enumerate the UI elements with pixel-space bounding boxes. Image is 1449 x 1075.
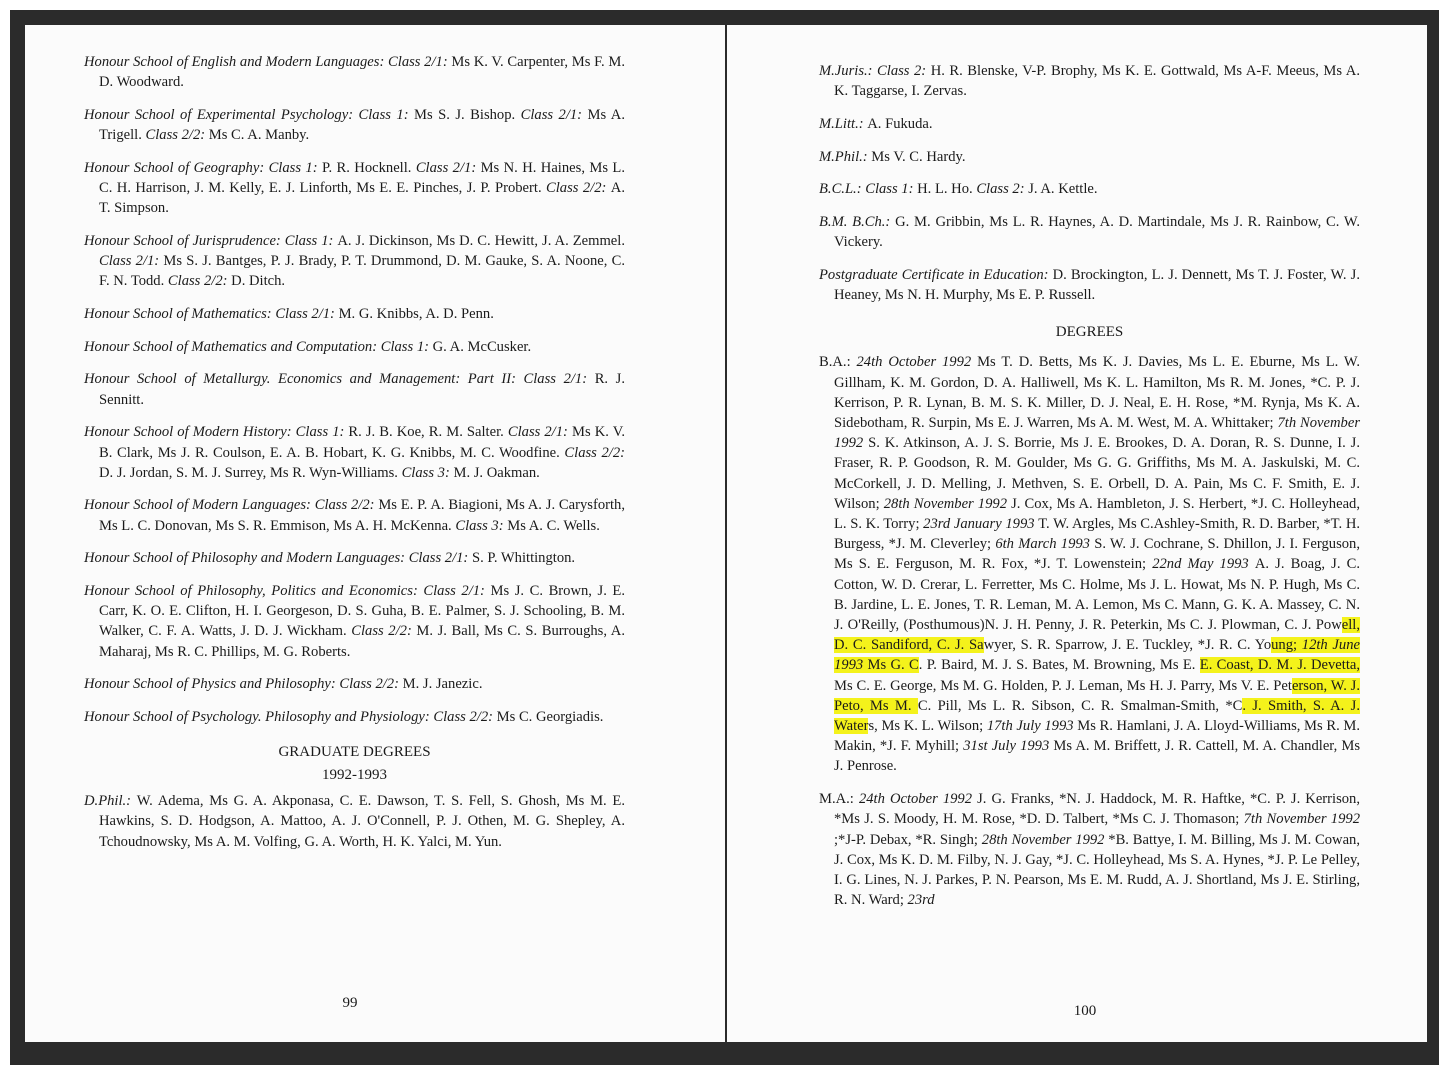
list-entry <box>819 352 1360 776</box>
entry-text: . P. Baird, M. J. S. Bates, M. Browning, Ms E. <box>918 657 1200 674</box>
list-entry <box>819 114 1360 134</box>
entry-text: Class 2: <box>976 181 1029 198</box>
entry-text: Ms A. C. Wells. <box>507 517 600 534</box>
entry-text: W. Adema, Ms G. A. Akponasa, C. E. Dawson, T. S. Fell, S. Ghosh, Ms M. E. Hawkins, S. D. Hodgson, A. Mattoo, A. J. O'Connell, P. J. Othen, M. G. Shepley, A. Tchoudnowsky, Ms A. M. Volfing, G. A. Worth, H. K. Yalci, M. Yun. <box>99 793 625 850</box>
entry-text: s, Ms K. L. Wilson; <box>868 717 987 734</box>
entry-text: Ms T. D. Betts, Ms K. J. Davies, Ms L. E. Eburne, Ms L. W. Gillham, K. M. Gordon, D. A. Halliwell, Ms K. L. Hamilton, Ms R. M. Jones, *C. P. J. Kerrison, P. R. Lynan, B. M. S. K. Miller, D. J. Neal, E. H. Rose, *M. Rynja, Ms K. A. Sidebotham, R. Surpin, Ms E. J. Warren, Ms A. M. West, M. A. Whittaker; <box>834 354 1360 431</box>
right-entries-degrees <box>819 352 1360 910</box>
list-entry <box>819 212 1360 252</box>
list-entry <box>819 789 1360 910</box>
entry-text: 28th November 1992 <box>883 495 1012 512</box>
entry-text: Class 2/1: <box>520 106 588 123</box>
entry-text: Honour School of Geography: Class 1: <box>84 159 322 176</box>
page-number-right: 100 <box>1073 1003 1097 1019</box>
highlighted-text: E. Coast, D. M. J. Devetta, <box>1199 657 1360 674</box>
entry-text: J. A. Kettle. <box>1028 181 1098 198</box>
list-entry <box>84 369 625 409</box>
entry-text: Ms V. C. Hardy. <box>871 148 966 165</box>
graduate-degrees-heading: GRADUATE DEGREES <box>278 744 431 761</box>
highlighted-text: 12th June 1993 <box>834 637 1360 674</box>
entry-text: B.C.L.: Class 1: <box>819 181 918 198</box>
entry-text: Ms N. H. Haines, Ms L. C. H. Harrison, J. M. Kelly, E. J. Linforth, Ms E. E. Pinches, J. P. Probert. <box>99 159 625 197</box>
entry-text: D. J. Jordan, S. M. J. Surrey, Ms R. Wyn-Williams. <box>99 464 402 481</box>
entry-text: Ms C. Georgiadis. <box>496 709 604 726</box>
list-entry <box>819 179 1360 199</box>
left-entries-dphil <box>84 791 625 852</box>
entry-text: J. G. Franks, *N. J. Haddock, M. R. Haftke, *C. P. J. Kerrison, *Ms J. S. Moody, H. M. Rose, *D. D. Talbert, *Ms C. J. Thomason; <box>834 791 1361 828</box>
entry-text: M. J. Ball, Ms C. S. Burroughs, A. Maharaj, Ms R. C. Phillips, M. G. Roberts. <box>99 623 625 660</box>
highlighted-text: Ms G. C <box>867 657 919 674</box>
list-entry <box>84 495 625 535</box>
list-entry <box>84 422 625 483</box>
entry-text: 7th November 1992 <box>834 414 1360 452</box>
entry-text: Honour School of Mathematics: Class 2/1: <box>84 306 339 323</box>
entry-text: Class 2/1: <box>415 159 481 176</box>
entry-text: H. R. Blenske, V-P. Brophy, Ms K. E. Gottwald, Ms A-F. Meeus, Ms A. K. Taggarse, I. Zervas. <box>834 63 1360 100</box>
list-entry <box>84 581 625 662</box>
entry-text: Ms S. J. Bantges, P. J. Brady, P. T. Drummond, D. M. Gauke, S. A. Noone, C. F. N. Todd. <box>99 253 626 290</box>
entry-text: 24th October 1992 <box>856 354 978 371</box>
entry-text: M. J. Oakman. <box>453 464 540 481</box>
entry-text: Honour School of Philosophy and Modern Languages: Class 2/1: <box>84 550 472 567</box>
list-entry <box>819 265 1360 305</box>
entry-text: 22nd May 1993 <box>1152 556 1255 573</box>
entry-text: wyer, S. R. Sparrow, J. E. Tuckley, *J. R. C. Yo <box>983 637 1272 654</box>
list-entry <box>84 231 625 292</box>
entry-text: D. Brockington, L. J. Dennett, Ms T. J. Foster, W. J. Heaney, Ms N. H. Murphy, Ms E. P. Russell. <box>834 266 1360 304</box>
entry-text: S. K. Atkinson, A. J. S. Borrie, Ms J. E. Brookes, D. A. Doran, R. S. Dunne, I. J. Fraser, R. P. Goodson, R. M. Goulder, Ms G. G. Griffiths, Ms M. A. Jaskulski, M. C. McCorkell, J. D. Melling, J. Methven, S. E. Orbell, D. A. Pain, Ms C. F. Smith, E. J. Wilson; <box>834 435 1360 512</box>
entry-text: R. J. B. Koe, R. M. Salter. <box>348 424 508 441</box>
list-entry <box>84 158 625 219</box>
entry-text: Ms C. A. Manby. <box>208 127 310 144</box>
list-entry <box>84 791 625 852</box>
list-entry <box>84 707 625 727</box>
highlighted-text: erson, W. J. Peto, Ms M. <box>834 677 1360 714</box>
entry-text: 24th October 1992 <box>858 791 978 808</box>
left-column <box>84 52 625 864</box>
entry-text: 17th July 1993 <box>986 717 1078 734</box>
entry-text: ;*J-P. Debax, *R. Singh; <box>834 831 982 848</box>
entry-text: R. J. Sennitt. <box>99 371 625 408</box>
entry-text: Class 2/2: <box>145 127 209 144</box>
highlighted-text: ell, D. C. Sandiford, C. J. Sa <box>834 616 1360 654</box>
page-left <box>25 25 725 1042</box>
entry-text: Honour School of Metallurgy. Economics and Management: Part II: Class 2/1: <box>84 371 595 388</box>
entry-text: Honour School of Modern History: Class 1: <box>84 424 349 441</box>
entry-text: Class 3: <box>455 517 508 534</box>
entry-text: 6th March 1993 <box>995 536 1095 553</box>
entry-text: Ms A. M. Briffett, J. R. Cattell, M. A. Chandler, Ms J. Penrose. <box>834 738 1360 775</box>
entry-text: A. J. Boag, J. C. Cotton, W. D. Crerar, L. Ferretter, Ms C. Holme, Ms J. L. Howat, Ms N. P. Hugh, Ms C. B. Jardine, L. E. Jones, T. R. Leman, M. A. Lemon, Ms C. Mann, G. K. A. Massey, C. N. J. O'Reilly, (Posthumous)N. J. H. Penny, J. R. Peterkin, Ms C. J. Plowman, C. J. Pow <box>834 556 1360 633</box>
entry-text: Class 2/1: <box>99 253 164 270</box>
entry-text: Honour School of Jurisprudence: Class 1: <box>84 232 338 249</box>
list-entry <box>84 52 625 92</box>
entry-text: G. M. Gribbin, Ms L. R. Haynes, A. D. Martindale, Ms J. R. Rainbow, C. W. Vickery. <box>834 214 1360 251</box>
entry-text: 31st July 1993 <box>963 738 1054 755</box>
entry-text: Honour School of Mathematics and Computation: Class 1: <box>84 338 433 355</box>
page-number-left: 99 <box>342 995 358 1011</box>
entry-text: Ms E. P. A. Biagioni, Ms A. J. Carysforth, Ms L. C. Donovan, Ms S. R. Emmison, Ms A. H. McKenna. <box>99 497 625 534</box>
entry-text: Class 2/2: <box>564 444 626 461</box>
left-entries <box>84 52 625 727</box>
entry-text: Postgraduate Certificate in Education: <box>819 266 1053 283</box>
entry-text: Ms R. Hamlani, J. A. Lloyd-Williams, Ms R. M. Makin, *J. F. Myhill; <box>834 717 1361 755</box>
entry-text: B.M. B.Ch.: <box>819 214 896 231</box>
entry-text: 28th November 1992 <box>981 831 1109 848</box>
highlighted-text: . J. Smith, S. A. J. Water <box>834 697 1360 734</box>
entry-text: 7th November 1992 <box>1243 811 1360 828</box>
entry-text: Class 2/2: <box>546 180 611 197</box>
entry-text: Honour School of Modern Languages: Class 2/2: <box>84 497 379 514</box>
entry-text: Honour School of English and Modern Languages: Class 2/1: <box>84 54 452 70</box>
entry-text: S. P. Whittington. <box>471 550 576 567</box>
entry-text: Honour School of Physics and Philosophy: Class 2/2: <box>84 676 403 693</box>
page-right <box>727 25 1427 1042</box>
entry-text: D. Ditch. <box>231 273 286 290</box>
entry-text: Ms A. Trigell. <box>99 106 625 144</box>
right-entries <box>819 61 1360 305</box>
entry-text: Honour School of Philosophy, Politics and Economics: Class 2/1: <box>84 583 491 600</box>
entry-text: J. Cox, Ms A. Hambleton, J. S. Herbert, *J. C. Holleyhead, L. S. K. Torry; <box>834 495 1360 532</box>
entry-text: Ms S. J. Bishop. <box>414 106 521 123</box>
entry-text: Class 2/1: <box>507 424 572 441</box>
entry-text: H. L. Ho. <box>917 181 977 198</box>
entry-text: Ms C. E. George, Ms M. G. Holden, P. J. Leman, Ms H. J. Parry, Ms V. E. Pet <box>834 677 1292 694</box>
entry-text: G. A. McCusker. <box>432 338 532 355</box>
highlighted-text: ung; <box>1271 637 1302 654</box>
entry-text: M. G. Knibbs, A. D. Penn. <box>338 306 494 323</box>
entry-text: Class 2/2: <box>351 623 417 640</box>
list-entry <box>819 61 1360 101</box>
entry-text: Honour School of Experimental Psychology: Class 1: <box>84 106 415 123</box>
entry-text: M.A.: <box>819 791 859 808</box>
entry-text: B.A.: <box>819 354 857 371</box>
entry-text: *B. Battye, I. M. Billing, Ms J. M. Cowan, J. Cox, Ms K. D. M. Filby, N. J. Gay, *J. C. Holleyhead, Ms S. A. Hynes, *J. P. Le Pelley, I. G. Lines, N. J. Parkes, P. N. Pearson, Ms E. M. Rudd, A. J. Shortland, Ms J. E. Stirling, R. N. Ward; <box>834 831 1361 909</box>
entry-text: Ms K. V. Carpenter, Ms F. M. D. Woodward. <box>99 54 626 91</box>
degrees-heading: DEGREES <box>1055 324 1124 341</box>
entry-text: Ms J. C. Brown, J. E. Carr, K. O. E. Clifton, H. I. Georgeson, D. S. Guha, B. E. Palmer, S. J. Schooling, B. M. Walker, C. F. A. Watts, J. D. J. Wickham. <box>99 583 625 640</box>
entry-text: M. J. Janezic. <box>402 676 483 693</box>
entry-text: P. R. Hocknell. <box>321 159 416 176</box>
entry-text: Ms K. V. B. Clark, Ms J. R. Coulson, E. A. B. Hobart, K. G. Knibbs, M. C. Woodfine. <box>99 424 626 461</box>
entry-text: A. J. Dickinson, Ms D. C. Hewitt, J. A. Zemmel. <box>337 232 625 249</box>
entry-text: T. W. Argles, Ms C.Ashley-Smith, R. D. Barber, *T. H. Burgess, *J. M. Cleverley; <box>834 515 1361 553</box>
list-entry <box>84 674 625 694</box>
entry-text: S. W. J. Cochrane, S. Dhillon, J. I. Ferguson, Ms S. E. Ferguson, M. R. Fox, *J. T. Lowenstein; <box>834 536 1360 573</box>
right-column <box>819 61 1360 923</box>
entry-text: Honour School of Psychology. Philosophy and Physiology: Class 2/2: <box>84 709 497 726</box>
list-entry <box>84 304 625 324</box>
entry-text: 23rd <box>907 892 935 909</box>
academic-year-heading: 1992-1993 <box>322 767 387 784</box>
entry-text: Class 2/2: <box>167 273 232 290</box>
entry-text: Class 3: <box>401 464 454 481</box>
entry-text: C. Pill, Ms L. R. Sibson, C. R. Smalman-Smith, *C <box>917 697 1243 714</box>
entry-text: M.Litt.: <box>819 115 868 132</box>
entry-text: D.Phil.: <box>84 793 137 810</box>
entry-text: M.Phil.: <box>819 148 872 165</box>
list-entry <box>84 548 625 568</box>
entry-text: M.Juris.: Class 2: <box>819 63 931 79</box>
entry-text: A. Fukuda. <box>867 115 933 132</box>
list-entry <box>84 105 625 145</box>
entry-text: A. T. Simpson. <box>99 180 625 217</box>
list-entry <box>819 147 1360 167</box>
list-entry <box>84 337 625 357</box>
entry-text: 23rd January 1993 <box>923 515 1039 532</box>
